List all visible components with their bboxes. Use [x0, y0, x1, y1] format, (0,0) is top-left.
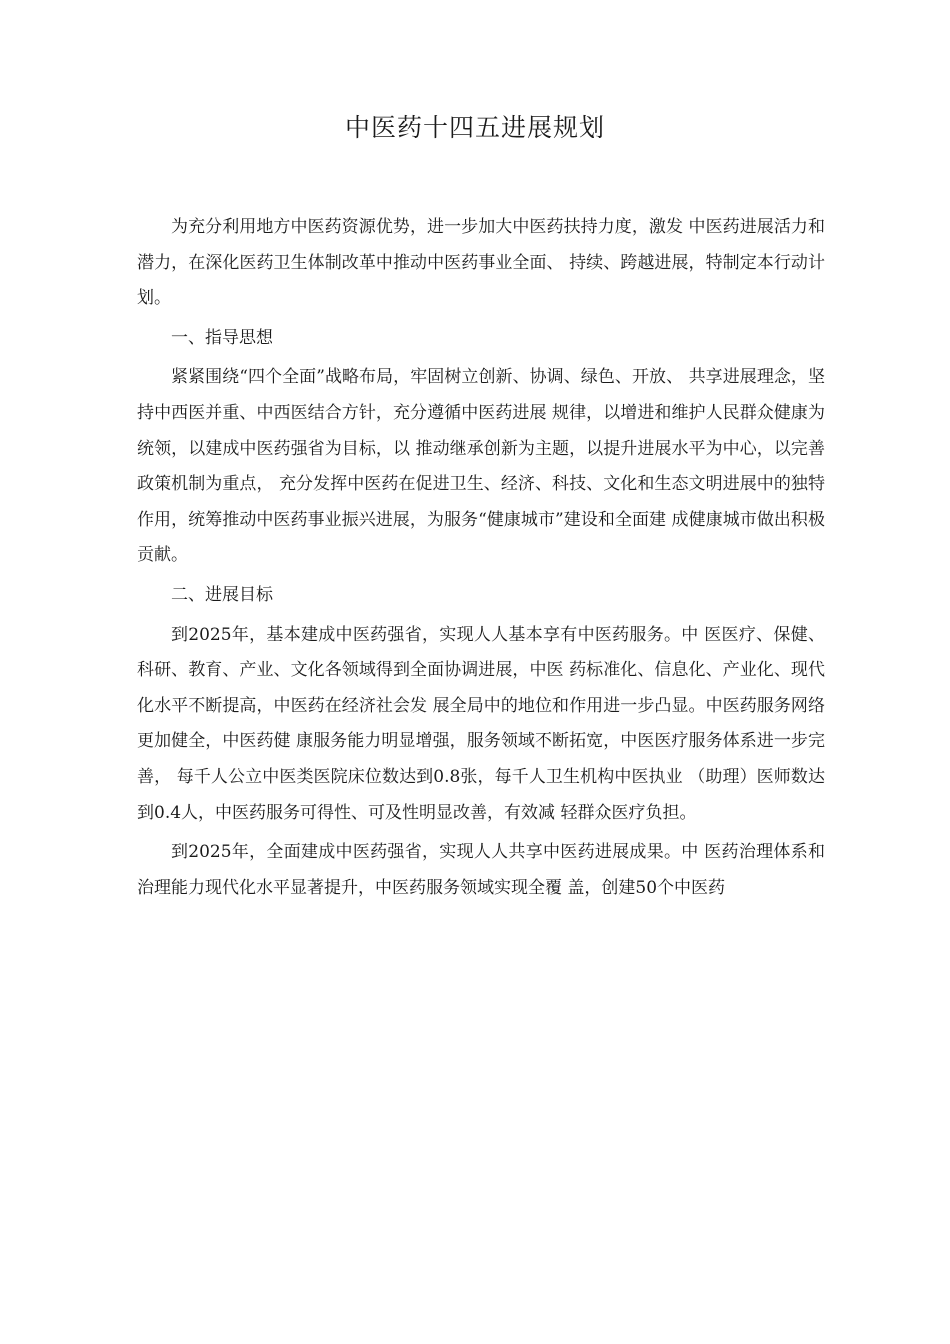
document-title: 中医药十四五进展规划 [344, 113, 605, 142]
document-body [137, 210, 831, 910]
goals-paragraph-1: 到2025年，基本建成中医药强省，实现人人基本享有中医药服务。中 医医疗、保健、科研、教育、产业、文化各领域得到全面协调进展，中医 药标准化、信息化、产业化、现代化水平不断提高，中医药在经济社会发 展全局中的地位和作用进一步凸显。中医药服务网络更加健全，中医药健 康服务能力明显增强，服务领域不断拓宽，中医医疗服务体系进一步完善， 每千人公立中医类医院床位数达到0.8张，每千人卫生机构中医执业 （助理）医师数达到0.4人，中医药服务可得性、可及性明显改善，有效减 轻群众医疗负担。 [137, 624, 825, 823]
section-heading-guiding-ideology: 一、指导思想 [171, 327, 273, 348]
guiding-ideology-paragraph: 紧紧围绕“四个全面”战略布局，牢固树立创新、协调、绿色、开放、 共享进展理念，坚持中西医并重、中西医结合方针，充分遵循中医药进展 规律，以增进和维护人民群众健康为统领，以建成中医药强省为目标，以 推动继承创新为主题，以提升进展水平为中心，以完善政策机制为重点， 充分发挥中医药在促进卫生、经济、科技、文化和生态文明进展中的独特 作用，统筹推动中医药事业振兴进展，为服务“健康城市”建设和全面建 成健康城市做出积极贡献。 [137, 367, 831, 566]
section-heading-development-goals: 二、进展目标 [171, 584, 273, 605]
goals-paragraph-2: 到2025年，全面建成中医药强省，实现人人共享中医药进展成果。中 医药治理体系和治理能力现代化水平显著提升，中医药服务领域实现全覆 盖，创建50个中医药 [137, 842, 825, 898]
intro-paragraph: 为充分利用地方中医药资源优势，进一步加大中医药扶持力度，激发 中医药进展活力和潜力，在深化医药卫生体制改革中推动中医药事业全面、 持续、跨越进展，特制定本行动计划。 [137, 217, 825, 309]
